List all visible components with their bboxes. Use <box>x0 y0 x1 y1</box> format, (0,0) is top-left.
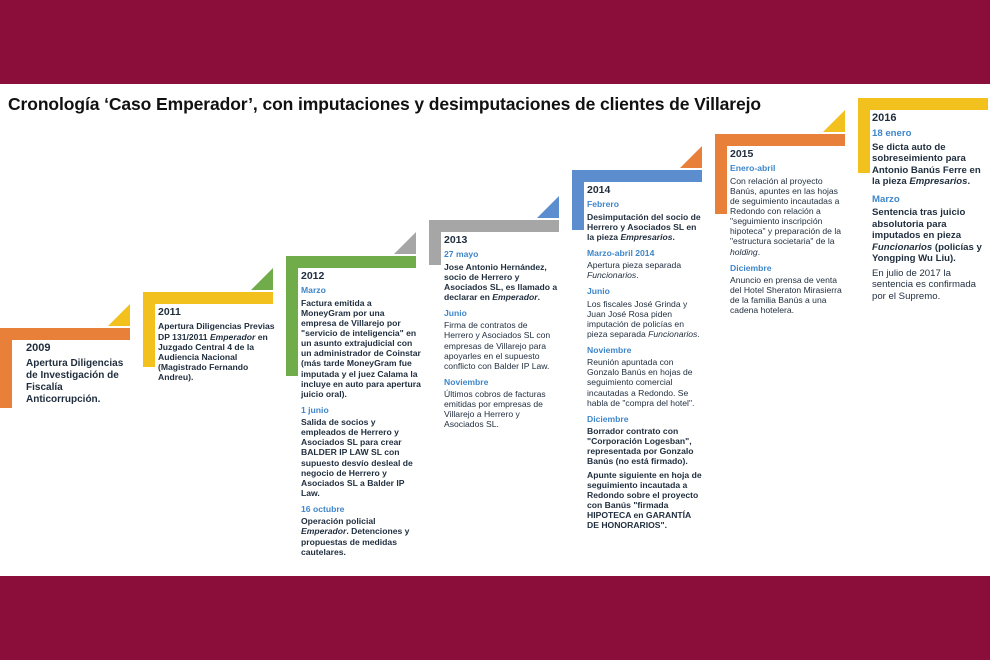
step-month: 1 junio <box>301 404 329 415</box>
step-event-text: Apertura Diligencias Previas DP 131/2011 Emperador en Juzgado Central 4 de la Audiencia Nacional (Magistrado Fernando Andreu). <box>158 321 275 383</box>
step-event-text: Apertura pieza separada Funcionarios. <box>587 260 682 281</box>
step-event-text: Desimputación del socio de Herrero y Asociados SL en la pieza Empresarios. <box>587 211 701 242</box>
step-month: Marzo-abril 2014 <box>587 247 655 258</box>
step-event-text: Factura emitida a MoneyGram por una empresa de Villarejo por "servicio de inteligencia" en un asunto extrajudicial con un administrador de Coinstar (más tarde MoneyGram fue imputada y el juez Calama la incluye en auto para apertura juicio oral). <box>301 297 421 399</box>
step-2016 <box>872 112 987 305</box>
step-event-text: Firma de contratos de Herrero y Asociados SL con empresas de Villarejo para apoyarles en el supuesto conflicto con Balder IP Law. <box>444 320 551 371</box>
step-year: 2014 <box>587 184 611 196</box>
step-year: 2012 <box>301 270 325 282</box>
step-month: Junio <box>587 286 610 297</box>
step-event-text: Los fiscales José Grinda y Juan José Rosa piden imputación de policías en pieza separada Funcionarios. <box>587 298 700 339</box>
step-event-text: Sentencia tras juicio absolutoria para imputados en pieza Funcionarios (policías y Yongping Wu Liu). <box>872 207 982 265</box>
step-2013 <box>444 234 559 433</box>
step-month: Febrero <box>587 199 619 210</box>
step-2014 <box>587 184 702 533</box>
step-month: Marzo <box>301 285 326 296</box>
step-year: 2016 <box>872 112 897 124</box>
step-event-text: Se dicta auto de sobreseimiento para Antonio Banús Ferre en la pieza Empresarios. <box>872 141 981 188</box>
step-month: Marzo <box>872 193 900 205</box>
step-arrow-2012 <box>251 268 273 290</box>
step-year: 2013 <box>444 234 468 246</box>
step-event-text: Apunte siguiente en hoja de seguimiento incautada a Redondo sobre el proyecto con Banús "firmada HIPOTECA en GARANTÍA DE HONORARIOS". <box>587 469 702 531</box>
step-arrow-2016 <box>823 110 845 132</box>
step-month: 16 octubre <box>301 504 345 515</box>
step-event-text: Anuncio en prensa de venta del Hotel Sheraton Mirasierra de la familia Banús a una cadena hotelera. <box>730 274 842 316</box>
step-post-2011 <box>143 292 155 367</box>
timeline-panel <box>0 84 990 576</box>
step-arrow-2011 <box>108 304 130 326</box>
step-month: Noviembre <box>444 376 489 387</box>
step-2012 <box>301 270 421 560</box>
step-month: Diciembre <box>587 413 629 424</box>
step-month: Junio <box>444 308 467 319</box>
step-arrow-2013 <box>394 232 416 254</box>
step-bar-2009 <box>0 328 130 340</box>
step-post-2013 <box>429 220 441 265</box>
step-year: 2011 <box>158 306 181 318</box>
step-2015 <box>730 148 845 318</box>
step-month: Noviembre <box>587 345 632 356</box>
step-post-2009 <box>0 328 12 408</box>
step-month: Diciembre <box>730 262 772 273</box>
step-post-2012 <box>286 256 298 376</box>
step-year: 2009 <box>26 342 51 354</box>
step-event-text: Últimos cobros de facturas emitidas por empresas de Villarejo a Herrero y Asociados SL. <box>444 389 546 430</box>
step-event-text: Reunión apuntada con Gonzalo Banús en hojas de seguimiento comercial incautadas a Redondo. Se habla de "compra del hotel". <box>587 357 695 408</box>
step-post-2014 <box>572 170 584 230</box>
step-bar-2011 <box>143 292 273 304</box>
step-event-text: Borrador contrato con "Corporación Logesban", representada por Gonzalo Banús (no está firmado). <box>587 426 694 467</box>
step-event-text: Apertura Diligencias de Investigación de Fiscalía Anticorrupción. <box>26 358 124 406</box>
step-bar-2015 <box>715 134 845 146</box>
step-arrow-2014 <box>537 196 559 218</box>
step-event-text: En julio de 2017 la sentencia es confirmada por el Supremo. <box>872 267 976 302</box>
step-arrow-2015 <box>680 146 702 168</box>
step-year: 2015 <box>730 148 754 160</box>
step-post-2016 <box>858 98 870 173</box>
step-event-text: Jose Antonio Hernández, socio de Herrero y Asociados SL, es llamado a declarar en Emperador. <box>444 261 558 302</box>
step-bar-2012 <box>286 256 416 268</box>
step-2009 <box>26 342 126 409</box>
step-month: 27 mayo <box>444 249 479 260</box>
step-event-text: Operación policial Emperador. Detenciones y propuestas de medidas cautelares. <box>301 516 410 557</box>
step-bar-2016 <box>858 98 988 110</box>
step-event-text: Salida de socios y empleados de Herrero y Asociados SL para crear BALDER IP LAW SL con supuesto desvío desleal de negocio de Herrero y Asociados SL a Balder IP Law. <box>301 417 413 499</box>
step-month: Enero-abril <box>730 163 776 174</box>
step-post-2015 <box>715 134 727 214</box>
step-2011 <box>158 306 278 385</box>
step-bar-2014 <box>572 170 702 182</box>
step-month: 18 enero <box>872 128 912 140</box>
step-bar-2013 <box>429 220 559 232</box>
page-title: Cronología ‘Caso Emperador’, con imputaciones y desimputaciones de clientes de Villarejo <box>8 94 761 114</box>
step-event-text: Con relación al proyecto Banús, apuntes en las hojas de seguimiento incautadas a Redondo con relación a "seguimiento inscripción hipoteca" y preparación de la "estructura societaria" de la holding. <box>730 175 842 257</box>
